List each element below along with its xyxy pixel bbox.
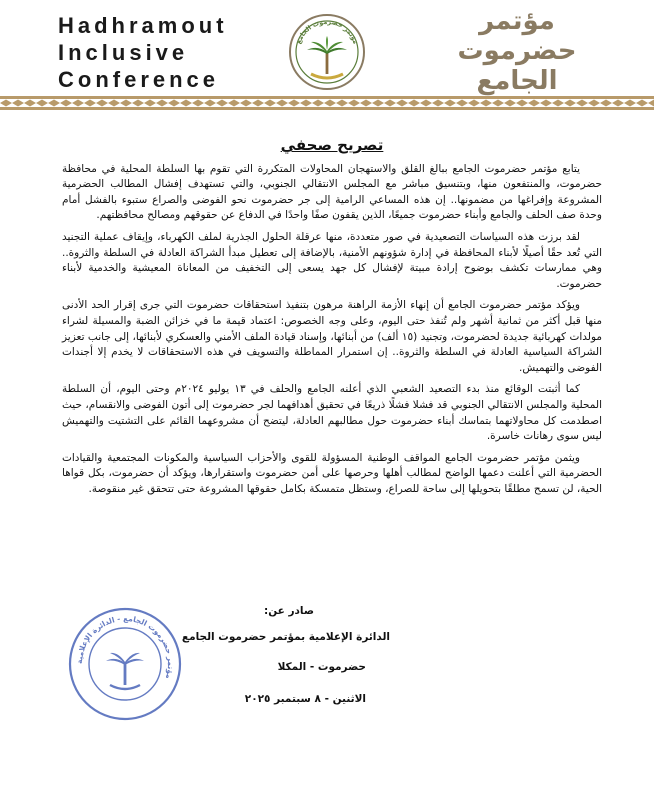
paragraph: كما أثبتت الوقائع منذ بدء التصعيد الشعبي الذي أعلنه الجامع والحلف في ١٣ يوليو ٢٠٢٤م وحتى اليوم، أن السلطة المحلية والمجلس الانتقالي الجنوبي قد فشلا فشلًا ذريعًا في تحقيق أهدافهما لجر حضرموت إلى أتون الفوضى والانقسام، حيث اصطدمت كل محاولاتهما بتماسك أبناء حضرموت حول مطالبهم العادلة، ليتضح أن مشروعهما القائم على التشتيت والتهميش ليس سوى رهانات خاسرة. [62, 383, 602, 443]
arabic-title-line: حضرموت [457, 36, 577, 66]
paragraph: ويؤكد مؤتمر حضرموت الجامع أن إنهاء الأزمة الراهنة مرهون بتنفيذ استحقاقات حضرموت التي جرى إقرار الحد الأدنى منها قبل أكثر من ثمانية أشهر ولم تُنفذ حتى اليوم، وعلى وجه الخصوص: اعتماد قيمة ما في خزائن الضبة والمسيلة لشراء مولدات كهربائية جديدة لحضرموت، وتجنيد (١٥ ألف) من أبنائها، وإسناد قيادة الملف الأمني والعسكري لأبنائها، إلى جانب تعزيز الشراكة السياسية العادلة في السلطة والثروة.. إن استمرار المماطلة والتسويف في هذه الاستحقاقات لا يخدم إلا أجندات الفوضى والتهميش. [62, 299, 603, 374]
english-title [58, 12, 228, 93]
paragraph: ويثمن مؤتمر حضرموت الجامع المواقف الوطنية المسؤولة للقوى والأحزاب السياسية والمكونات المجتمعية والقيادات الحضرمية التي أعلنت دعمها الواضح لمطالب أهلها وحرصها على أمن حضرموت واستقرارها، ويؤكد أن حضرموت، بكل قواها الحية، لن تسمح مطلقًا بتحويلها إلى ساحة للصراع، وستظل متمسكة بكامل حقوقها المشروعة حتى تتحقق غير منقوصة. [62, 451, 602, 495]
issuing-department: الدائرة الإعلامية بمؤتمر حضرموت الجامع [181, 631, 390, 643]
document-title: تصريح صحفي [280, 136, 384, 154]
paragraph: لقد برزت هذه السياسات التصعيدية في صور متعددة، منها عرقلة الحلول الجذرية لملف الكهرباء، وإيقاف عملية التجنيد التي تُعد حقًا أصيلًا لأبناء المحافظة في إدارة شؤونهم الأمنية، بالإضافة إلى تعطيل مبدأ الشراكة العادلة في السلطة والثروة.. وهي ممارسات تكشف بوضوح إرادة مبيتة لإفشال كل جهد يسعى إلى التخفيف من المعاناة المعيشية والخدمية لأبناء حضرموت. [62, 230, 602, 290]
conference-logo [287, 12, 367, 92]
signature-block [176, 604, 390, 706]
press-release-body [62, 138, 602, 503]
stamp-ring-text: مؤتمر حضرموت الجامع - الدائرة الإعلامية [74, 613, 176, 681]
english-title-line: Conference [58, 67, 220, 92]
official-stamp [66, 605, 184, 723]
issue-date: الاثنين - ٨ سبتمبر ٢٠٢٥ [244, 693, 366, 705]
palm-tree-icon [106, 653, 144, 689]
letterhead [0, 0, 654, 110]
english-title-line: Hadhramout [58, 13, 228, 38]
logo-arc-text: مؤتمر حضرموت الجامع [294, 17, 360, 46]
arabic-title-line: مؤتمر [479, 6, 555, 36]
header-ornament-band [0, 96, 654, 110]
arabic-title [432, 6, 602, 96]
issued-by-label: صادر عن: [264, 605, 314, 617]
paragraph: يتابع مؤتمر حضرموت الجامع ببالغ القلق والاستهجان المحاولات المتكررة التي تقوم بها السلطة المحلية في محافظة حضرموت، والمنتفعون منها، وبتنسيق مباشر مع المجلس الانتقالي الجنوبي، والتي تستهدف إفشال المطالب الحضرمية المشروعة وإفراغها من مضمونها.. إن هذه المساعي الرامية إلى جر حضرموت نحو الفوضى والصراع ستبوء بالفشل أمام وحدة صف الحلف والجامع وأبناء حضرموت جميعًا، الذين يقفون صفًا واحدًا في الدفاع عن حقوقهم ومصالح محافظتهم. [62, 162, 602, 222]
english-title-line: Inclusive [58, 40, 189, 65]
arabic-title-line: الجامع [476, 66, 558, 96]
issue-location: حضرموت - المكلا [277, 661, 366, 673]
